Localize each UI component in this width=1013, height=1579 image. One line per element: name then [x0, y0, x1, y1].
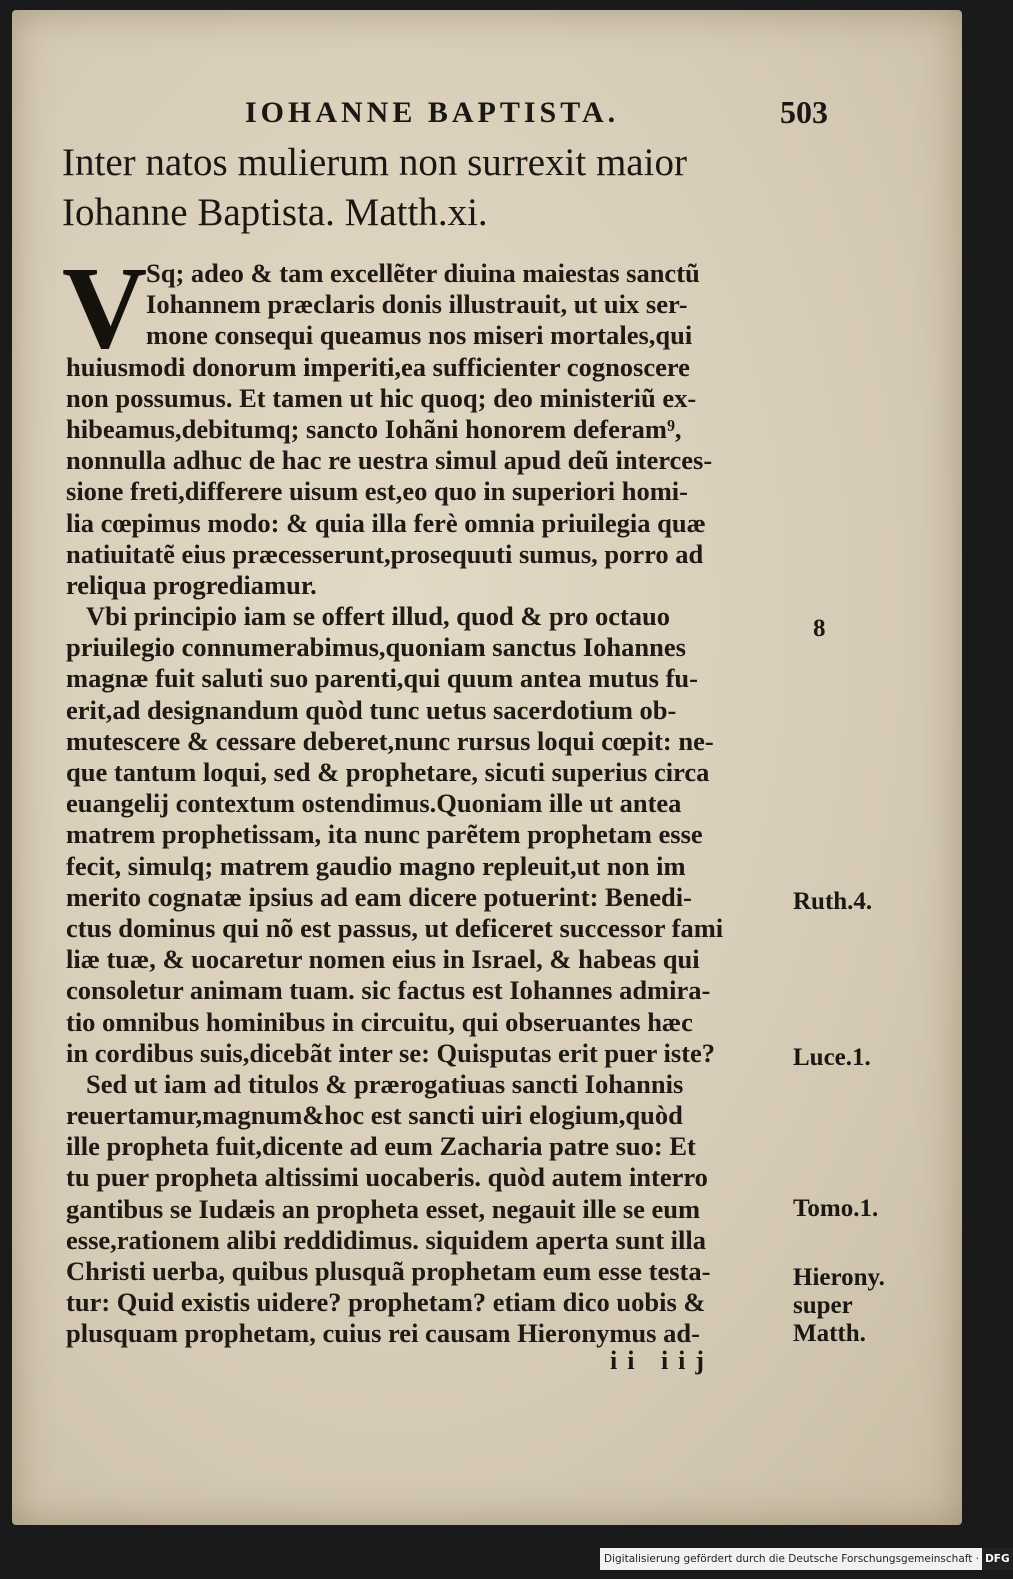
- body-line: liæ tuæ, & uocaretur nomen eius in Israel, & habeas qui: [66, 944, 700, 975]
- body-line: tio omnibus hominibus in circuitu, qui obseruantes hæc: [66, 1006, 693, 1037]
- margin-note-number: 8: [813, 615, 826, 642]
- body-line: Christi uerba, quibus plusquã prophetam eum esse testa-: [66, 1256, 711, 1286]
- body-line: huiusmodi donorum imperiti,ea sufficienter cognoscere: [66, 351, 690, 382]
- title-line-1: Inter natos mulierum non surrexit maior: [62, 141, 687, 184]
- body-line: merito cognatæ ipsius ad eam dicere potuerint: Benedi-: [66, 881, 692, 912]
- body-line: reliqua progrediamur.: [66, 569, 317, 600]
- body-line: Vbi principio iam se offert illud, quod & pro octauo: [86, 601, 671, 632]
- running-title: IOHANNE BAPTISTA.: [245, 96, 620, 129]
- body-line: mone consequi queamus nos miseri mortales,qui: [146, 320, 693, 351]
- body-line: non possumus. Et tamen ut hic quoq; deo ministeriũ ex-: [66, 382, 697, 413]
- body-line: natiuitatẽ eius præcesserunt,prosequuti sumus, porro ad: [66, 538, 704, 569]
- page-number: 503: [780, 94, 828, 130]
- body-line: ille propheta fuit,dicente ad eum Zacharia patre suo: Et: [66, 1131, 696, 1162]
- body-line: erit,ad designandum quòd tunc uetus sacerdotium ob-: [66, 694, 677, 725]
- title-line-2: Iohanne Baptista. Matth.xi.: [62, 191, 488, 234]
- margin-note-hieronymus-2: super: [793, 1292, 853, 1319]
- margin-note-ruth: Ruth.4.: [793, 888, 873, 915]
- body-line: matrem prophetissam, ita nunc parẽtem prophetam esse: [66, 819, 703, 850]
- body-line: gantibus se Iudæis an propheta esset, negauit ille se eum: [66, 1193, 701, 1224]
- body-line: Sq; adeo & tam excellẽter diuina maiestas sanctũ: [146, 258, 700, 288]
- footer-text: Digitalisierung gefördert durch die Deutsche Forschungsgemeinschaft ·: [604, 1553, 980, 1565]
- body-line: fecit, simulq; matrem gaudio magno repleuit,ut non im: [66, 850, 686, 881]
- body-line: Sed ut iam ad titulos & prærogatiuas sancti Iohannis: [86, 1068, 684, 1099]
- drop-capital: V: [62, 242, 148, 373]
- body-line: mutescere & cessare deberet,nunc rursus loqui cœpit: ne-: [66, 725, 714, 756]
- body-line: Iohannem præclaris donis illustrauit, ut uix ser-: [146, 289, 688, 320]
- chapter-title: [62, 138, 802, 238]
- body-line: ctus dominus qui nõ est passus, ut deficeret successor fami: [66, 912, 724, 943]
- body-line: in cordibus suis,dicebãt inter se: Quisputas erit puer iste?: [66, 1037, 716, 1068]
- body-line: consoletur animam tuam. sic factus est Iohannes admira-: [66, 975, 711, 1006]
- body-text: [66, 258, 788, 1350]
- body-line: reuertamur,magnum&hoc est sancti uiri elogium,quòd: [66, 1100, 683, 1131]
- margin-note-hieronymus: [793, 1264, 885, 1348]
- body-line: tur: Quid existis uidere? prophetam? etiam dico uobis &: [66, 1287, 706, 1318]
- dfg-logo: DFG: [982, 1548, 1013, 1570]
- body-line: tu puer propheta altissimi uocaberis. quòd autem interro: [66, 1162, 708, 1193]
- body-line: magnæ fuit saluti suo parenti,qui quum antea mutus fu-: [66, 663, 698, 694]
- body-line: sione freti,differere uisum est,eo quo in superiori homi-: [66, 476, 688, 507]
- margin-note-hieronymus-1: Hierony.: [793, 1264, 885, 1291]
- body-line: esse,rationem alibi reddidimus. siquidem aperta sunt illa: [66, 1224, 706, 1255]
- body-line: nonnulla adhuc de hac re uestra simul apud deũ interces-: [66, 445, 713, 476]
- body-line: euangelij contextum ostendimus.Quoniam ille ut antea: [66, 788, 682, 819]
- footer-credit: [600, 1548, 1010, 1570]
- margin-note-luce: Luce.1.: [793, 1044, 871, 1071]
- margin-note-hieronymus-3: Matth.: [793, 1320, 866, 1347]
- body-line: hibeamus,debitumq; sancto Iohãni honorem deferam⁹,: [66, 413, 682, 444]
- body-line: que tantum loqui, sed & prophetare, sicuti superius circa: [66, 757, 710, 787]
- margin-note-tomo: Tomo.1.: [793, 1195, 879, 1222]
- body-line: priuilegio connumerabimus,quoniam sanctus Iohannes: [66, 632, 686, 663]
- catchword: ii iij: [610, 1346, 715, 1375]
- body-line: lia cœpimus modo: & quia illa ferè omnia priuilegia quæ: [66, 507, 706, 538]
- body-line: plusquam prophetam, cuius rei causam Hieronymus ad-: [66, 1318, 700, 1349]
